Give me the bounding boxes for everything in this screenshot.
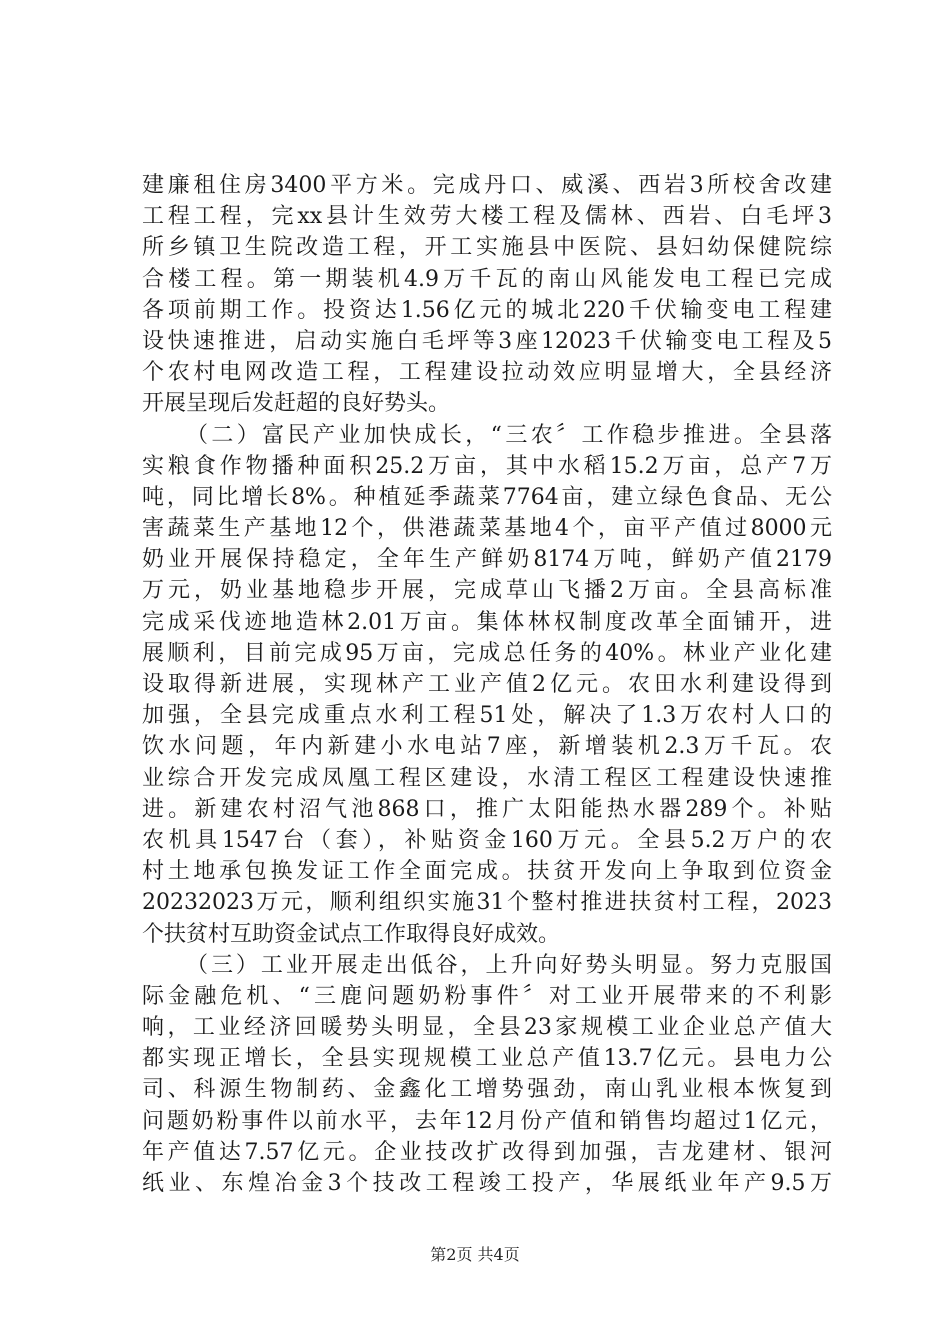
text-line: 各项前期工作。投资达1.56亿元的城北220千伏输变电工程建 [142, 297, 832, 323]
text-line: 个扶贫村互助资金试点工作取得良好成效。 [142, 921, 561, 947]
text-line: 万元，奶业基地稳步开展，完成草山飞播2万亩。全县高标准 [142, 578, 832, 604]
text-line: 饮水问题，年内新建小水电站7座，新增装机2.3万千瓦。农 [142, 734, 832, 760]
text-line: 20232023万元，顺利组织实施31个整村推进扶贫村工程，2023 [142, 890, 832, 916]
text-line: 害蔬菜生产基地12个，供港蔬菜基地4个，亩平产值过8000元 [142, 516, 832, 542]
text-line: 设快速推进，启动实施白毛坪等3座12023千伏输变电工程及5 [142, 328, 832, 354]
text-line: 际金融危机、“三鹿问题奶粉事件〞对工业开展带来的不利影 [142, 983, 832, 1009]
text-line: 所乡镇卫生院改造工程，开工实施县中医院、县妇幼保健院综 [142, 235, 832, 261]
paragraph-first-line: （三）工业开展走出低谷，上升向好势头明显。努力克服国 [186, 952, 832, 978]
text-line: 纸业、东煌冶金3个技改工程竣工投产，华展纸业年产9.5万 [142, 1171, 832, 1196]
text-line: 工程工程，完xx县计生效劳大楼工程及儒林、西岩、白毛坪3 [142, 204, 832, 230]
text-line: 设取得新进展，实现林产工业产值2亿元。农田水利建设得到 [142, 672, 832, 697]
text-line: 个农村电网改造工程，工程建设拉动效应明显增大，全县经济 [142, 360, 832, 386]
text-line: 完成采伐迹地造林2.01万亩。集体林权制度改革全面铺开，进 [142, 609, 832, 635]
text-line: 都实现正增长，全县实现规模工业总产值13.7亿元。县电力公 [142, 1046, 832, 1072]
text-line: 司、科源生物制药、金鑫化工增势强劲，南山乳业根本恢复到 [142, 1077, 832, 1103]
text-line: 实粮食作物播种面积25.2万亩，其中水稻15.2万亩，总产7万 [142, 453, 832, 479]
text-line: 村土地承包换发证工作全面完成。扶贫开发向上争取到位资金 [142, 859, 832, 885]
text-line: 响，工业经济回暖势头明显，全县23家规模工业企业总产值大 [142, 1015, 832, 1041]
text-line: 问题奶粉事件以前水平，去年12月份产值和销售均超过1亿元， [142, 1108, 832, 1134]
text-line: 奶业开展保持稳定，全年生产鲜奶8174万吨，鲜奶产值2179 [142, 547, 832, 573]
text-line: 农机具1547台（套），补贴资金160万元。全县5.2万户的农 [142, 827, 832, 853]
paragraph-first-line: （二）富民产业加快成长，“三农〞工作稳步推进。全县落 [186, 422, 832, 448]
text-line: 合楼工程。第一期装机4.9万千瓦的南山风能发电工程已完成 [142, 266, 832, 292]
page-footer: 第2页 共4页 [430, 1245, 520, 1264]
text-line: 年产值达7.57亿元。企业技改扩改得到加强，吉龙建材、银河 [142, 1139, 832, 1165]
text-line: 加强，全县完成重点水利工程51处，解决了1.3万农村人口的 [142, 703, 832, 729]
text-line: 开展呈现后发赶超的良好势头。 [142, 391, 451, 417]
text-line: 吨，同比增长8%。种植延季蔬菜7764亩，建立绿色食品、无公 [142, 484, 832, 510]
text-line: 进。新建农村沼气池868口，推广太阳能热水器289个。补贴 [142, 796, 832, 822]
text-line: 展顺利，目前完成95万亩，完成总任务的40%。林业产业化建 [142, 640, 832, 666]
text-line: 建廉租住房3400平方米。完成丹口、威溪、西岩3所校舍改建 [142, 173, 832, 198]
document-body [142, 170, 832, 1199]
text-line: 业综合开发完成凤凰工程区建设，水清工程区工程建设快速推 [142, 765, 832, 791]
